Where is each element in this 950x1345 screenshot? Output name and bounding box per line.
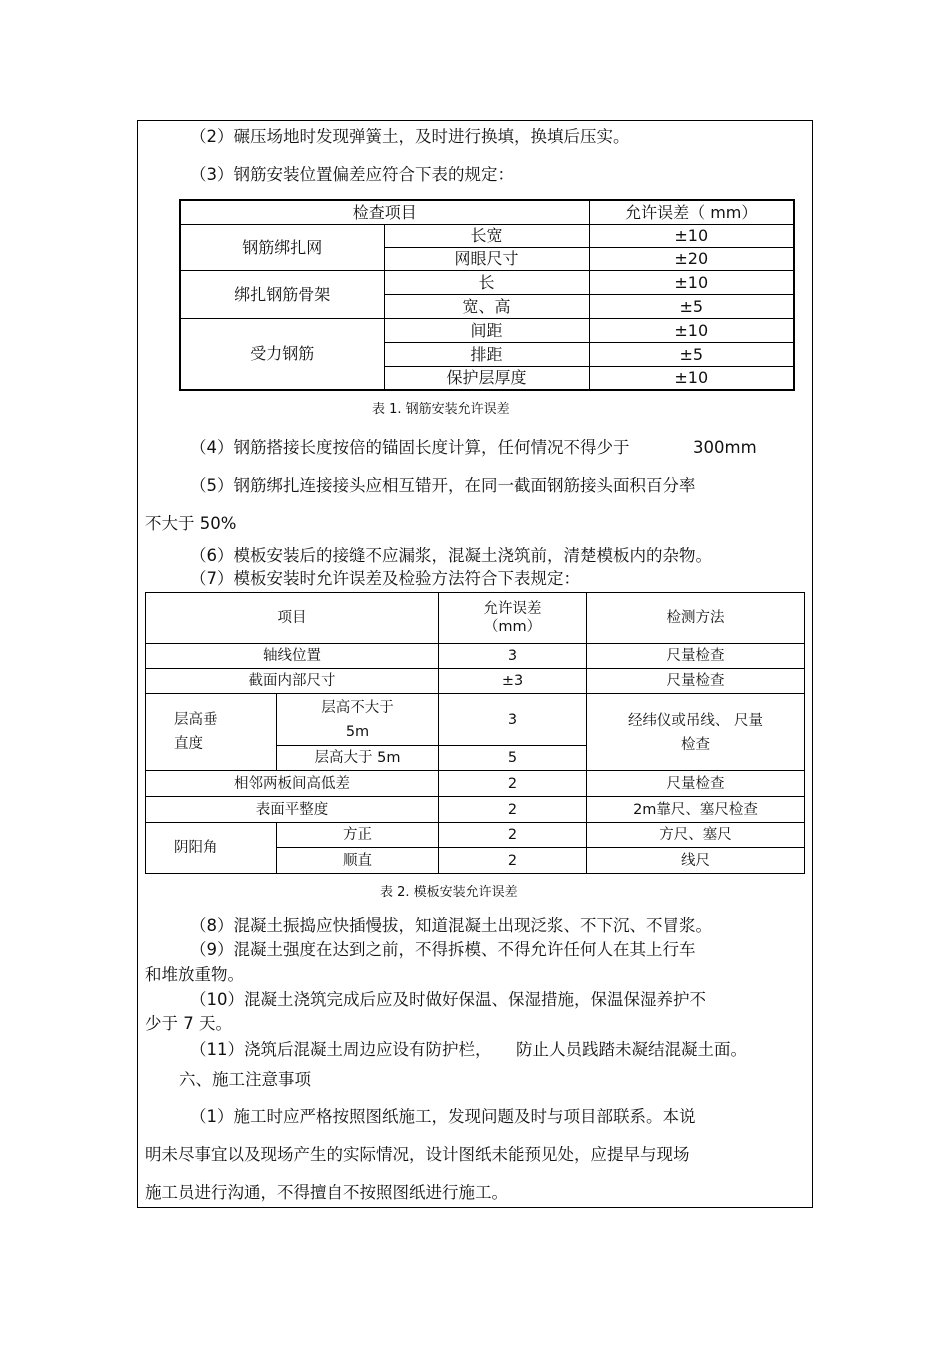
table2-method: 2m靠尺、塞尺检查 <box>587 797 805 823</box>
table2-tolerance: 2 <box>439 797 587 823</box>
paragraph-2: （2）碾压场地时发现弹簧土，及时进行换填，换填后压实。 <box>190 127 630 146</box>
table2-item: 截面内部尺寸 <box>146 669 439 694</box>
paragraph-9-line1: （9）混凝土强度在达到之前，不得拆模、不得允许任何人在其上行车 <box>190 940 696 959</box>
table2-caption: 表 2. 模板安装允许误差 <box>380 885 518 900</box>
table2-method-verticality <box>587 694 805 771</box>
formwork-tolerance-table <box>145 592 805 874</box>
table2-method-line1: 经纬仪或吊线、 尺量 <box>627 713 764 729</box>
table2-tolerance: ±3 <box>439 669 587 694</box>
table2-subitem: 层高大于 5m <box>277 746 439 771</box>
table2-method: 线尺 <box>587 848 805 874</box>
table2-header-item: 项目 <box>146 593 439 644</box>
table2-tolerance: 3 <box>439 694 587 746</box>
table2-header-tolerance <box>439 593 587 644</box>
table2-header-tolerance-line2: （mm） <box>483 619 542 635</box>
table2-tolerance: 2 <box>439 823 587 848</box>
section-6-line2: 明未尽事宜以及现场产生的实际情况，设计图纸未能预见处，应提早与现场 <box>145 1145 690 1164</box>
table1-tolerance: ±5 <box>589 342 794 366</box>
paragraph-10-line1: （10）混凝土浇筑完成后应及时做好保温、保湿措施，保温保湿养护不 <box>190 990 706 1009</box>
paragraph-4-value: 300mm <box>693 438 757 457</box>
section-6-heading: 六、施工注意事项 <box>179 1070 311 1089</box>
table2-method: 尺量检查 <box>587 644 805 669</box>
table1-item: 间距 <box>384 318 589 342</box>
table1-tolerance: ±10 <box>589 366 794 390</box>
table1-tolerance: ±5 <box>589 294 794 318</box>
table1-caption: 表 1. 钢筋安装允许误差 <box>372 402 510 417</box>
table2-header-tolerance-line1: 允许误差 <box>483 601 542 617</box>
table1-tolerance: ±10 <box>589 270 794 294</box>
table2-item: 表面平整度 <box>146 797 439 823</box>
table2-item: 相邻两板间高低差 <box>146 771 439 797</box>
table1-header-tolerance: 允许误差（ mm） <box>589 200 794 224</box>
table2-method: 尺量检查 <box>587 669 805 694</box>
table1-item: 长 <box>384 270 589 294</box>
table1-item: 宽、高 <box>384 294 589 318</box>
paragraph-3: （3）钢筋安装位置偏差应符合下表的规定： <box>190 165 514 184</box>
table2-method: 方尺、塞尺 <box>587 823 805 848</box>
section-6-line1: （1）施工时应严格按照图纸施工，发现问题及时与项目部联系。本说 <box>190 1107 696 1126</box>
paragraph-4: （4）钢筋搭接长度按倍的锚固长度计算，任何情况不得少于 <box>190 438 630 457</box>
table1-item: 网眼尺寸 <box>384 247 589 270</box>
paragraph-5-line1: （5）钢筋绑扎连接接头应相互错开，在同一截面钢筋接头面积百分率 <box>190 476 696 495</box>
table1-group-mesh: 钢筋绑扎网 <box>180 224 384 270</box>
table2-tolerance: 2 <box>439 771 587 797</box>
paragraph-10-line2: 少于 7 天。 <box>145 1014 232 1033</box>
table2-group-verticality <box>146 694 277 771</box>
paragraph-5-line2: 不大于 50% <box>145 514 237 533</box>
paragraph-11-part2: 防止人员践踏未凝结混凝土面。 <box>516 1040 747 1059</box>
paragraph-8: （8）混凝土振捣应快插慢拔，知道混凝土出现泛浆、不下沉、不冒浆。 <box>190 916 712 935</box>
section-6-line3: 施工员进行沟通，不得擅自不按照图纸进行施工。 <box>145 1183 508 1202</box>
table2-group-corner: 阴阳角 <box>146 823 277 874</box>
table1-item: 保护层厚度 <box>384 366 589 390</box>
table1-tolerance: ±10 <box>589 318 794 342</box>
table1-item: 长宽 <box>384 224 589 247</box>
table1-group-skeleton: 绑扎钢筋骨架 <box>180 270 384 318</box>
table2-tolerance: 3 <box>439 644 587 669</box>
table2-method-line2: 检查 <box>681 737 710 753</box>
table2-item: 轴线位置 <box>146 644 439 669</box>
table1-tolerance: ±20 <box>589 247 794 270</box>
table1-header-item: 检查项目 <box>180 200 589 224</box>
table2-header-method: 检测方法 <box>587 593 805 644</box>
table2-subitem-line1: 层高不大于 <box>321 699 394 716</box>
table1-tolerance: ±10 <box>589 224 794 247</box>
table2-group-verticality-line2: 直度 <box>174 736 203 752</box>
table2-subitem: 方正 <box>277 823 439 848</box>
paragraph-9-line2: 和堆放重物。 <box>145 965 244 984</box>
paragraph-6: （6）模板安装后的接缝不应漏浆，混凝土浇筑前，清楚模板内的杂物。 <box>190 546 712 565</box>
table2-subitem: 顺直 <box>277 848 439 874</box>
table1-item: 排距 <box>384 342 589 366</box>
table1-group-stressed: 受力钢筋 <box>180 318 384 390</box>
paragraph-11-part1: （11）浇筑后混凝土周边应设有防护栏， <box>190 1040 492 1059</box>
table2-group-verticality-line1: 层高垂 <box>174 712 218 728</box>
table2-tolerance: 2 <box>439 848 587 874</box>
rebar-tolerance-table <box>179 199 795 391</box>
table2-subitem <box>277 694 439 746</box>
paragraph-7: （7）模板安装时允许误差及检验方法符合下表规定： <box>190 569 580 588</box>
table2-subitem-line2: 5m <box>345 723 370 740</box>
table2-tolerance: 5 <box>439 746 587 771</box>
table2-method: 尺量检查 <box>587 771 805 797</box>
